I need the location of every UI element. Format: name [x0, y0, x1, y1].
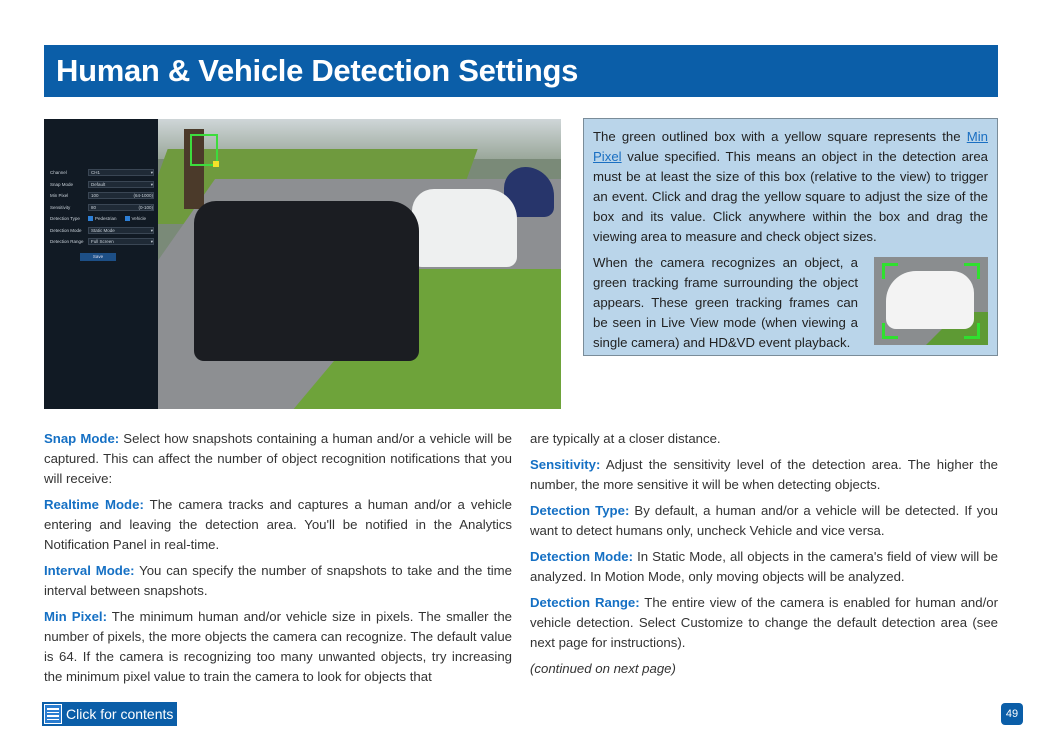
- label: Channel: [50, 170, 67, 175]
- continued-note: (continued on next page): [530, 661, 676, 676]
- paragraph: Realtime Mode: The camera tracks and captures a human and/or a vehicle entering and leaving the detection area. You'll be notified in the Analytics Notification Panel in real-time.: [44, 497, 512, 552]
- document-icon: [44, 704, 62, 724]
- info-text: When the camera recognizes an object, a green tracking frame surrounding the object appears. These green tracking frames can be seen in Live View mode (when viewing a single camera) and HD&VD event playback.: [593, 255, 858, 350]
- info-text: The green outlined box with a yellow square represents the: [593, 129, 967, 144]
- label: Detection Mode: [50, 227, 82, 233]
- page-title: Human & Vehicle Detection Settings: [44, 45, 998, 97]
- min-pixel-link[interactable]: Min Pixel: [593, 129, 988, 164]
- label: Sensitivity: [50, 204, 71, 210]
- sensitivity-input[interactable]: 80 (0-100): [88, 204, 154, 211]
- right-column: [530, 429, 998, 685]
- label: Snap Mode: [50, 181, 74, 187]
- paragraph: Min Pixel: The minimum human and/or vehicle size in pixels. The smaller the number of pixels, the more objects the camera can recognize. The default value is 64. If the camera is recognizing too many unwanted objects, try increasing the minimum pixel value to train the camera to look for objects that: [44, 609, 512, 684]
- min-pixel-box[interactable]: [190, 134, 218, 166]
- paragraph: Snap Mode: Select how snapshots containing a human and/or a vehicle will be captured. This can affect the number of object recognition notifications that you will receive:: [44, 431, 512, 486]
- tracking-frame-image: [874, 257, 988, 345]
- camera-screenshot: [44, 119, 561, 409]
- black-suv: [194, 201, 419, 361]
- paragraph: Interval Mode: You can specify the number of snapshots to take and the time interval between snapshots.: [44, 563, 513, 598]
- min-pixel-input[interactable]: 100 (64-1000): [88, 192, 154, 199]
- detection-mode-select[interactable]: Static Mode ▾: [88, 227, 154, 234]
- detection-range-select[interactable]: Full Screen ▾: [88, 238, 154, 245]
- paragraph: are typically at a closer distance.: [530, 431, 721, 446]
- save-button[interactable]: Save: [80, 253, 116, 261]
- left-column: [44, 429, 512, 693]
- label: Vehicle: [131, 216, 147, 221]
- info-box: [583, 118, 998, 356]
- paragraph: Detection Range: The entire view of the camera is enabled for human and/or vehicle detection. Select Customize to change the default detection area (see next page for instructions).: [530, 595, 998, 650]
- contents-link[interactable]: [42, 702, 177, 726]
- info-text: value specified. This means an object in the detection area must be at least the size of this box (relative to the view) to trigger an event. Click and drag the yellow square to adjust the size of the box and its value. Click anywhere within the box and drag the viewing area to measure and check object sizes.: [593, 149, 988, 244]
- settings-panel: [44, 119, 158, 409]
- paragraph: Sensitivity: Adjust the sensitivity level of the detection area. The higher the number, the more sensitive it will be when detecting objects.: [530, 457, 998, 492]
- paragraph: Detection Mode: In Static Mode, all objects in the camera's field of view will be analyzed. In Motion Mode, only moving objects will be analyzed.: [530, 549, 998, 584]
- label: Min Pixel: [50, 193, 69, 198]
- white-car: [412, 189, 517, 267]
- pedestrian-checkbox[interactable]: [88, 216, 93, 221]
- contents-link-label: Click for contents: [66, 706, 174, 722]
- channel-select[interactable]: CH1 ▾: [88, 169, 154, 176]
- label: Pedestrian: [95, 216, 117, 221]
- paragraph: Detection Type: By default, a human and/or a vehicle will be detected. If you want to detect humans only, uncheck Vehicle and vice versa.: [530, 503, 998, 538]
- vehicle-checkbox[interactable]: [125, 216, 130, 221]
- snap-mode-select[interactable]: Default ▾: [88, 181, 154, 188]
- label: Detection Range: [50, 239, 84, 244]
- label: Detection Type: [50, 216, 80, 221]
- resize-handle-yellow-square[interactable]: [213, 161, 219, 167]
- page-number: 49: [1001, 703, 1023, 725]
